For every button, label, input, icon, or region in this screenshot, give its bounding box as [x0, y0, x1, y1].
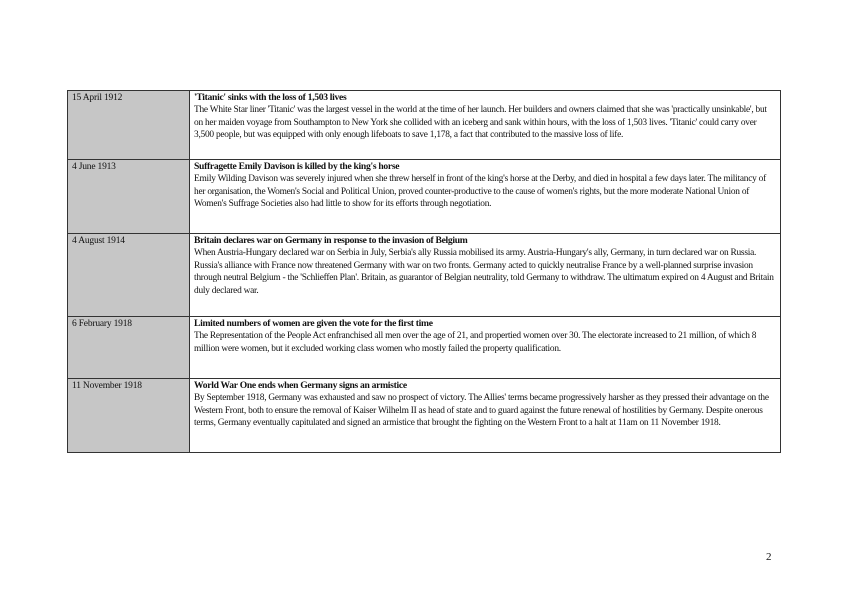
event-body: Emily Wilding Davison was severely injured when she threw herself in front of the king's horse at the Derby, and died in hospital a few days later. The militancy of her organisation, the Women's Social and Political Union, proved counter-productive to the cause of women's rights, but the more moderate National Union of Women's Suffrage Societies also had little to show for its efforts through negotiation. [194, 174, 766, 210]
event-body: When Austria-Hungary declared war on Serbia in July, Serbia's ally Russia mobilised its army. Austria-Hungary's ally, Germany, in turn declared war on Russia. Russia's alliance with France now threatened Germany with war on two fronts. Germany acted to quickly neutralise France by a well-planned surprise invasion through neutral Belgium - the 'Schlieffen Plan'. Britain, as guarantor of Belgian neutrality, told Germany to withdraw. The ultimatum expired on 4 August and Britain duly declared war. [194, 248, 774, 296]
event-entry [190, 379, 781, 453]
event-title: World War One ends when Germany signs an armistice [194, 380, 407, 391]
event-entry [190, 160, 781, 234]
event-title: 'Titanic' sinks with the loss of 1,503 lives [194, 92, 347, 103]
table-row [68, 160, 781, 234]
event-date: 4 August 1914 [68, 234, 190, 317]
event-entry [190, 234, 781, 317]
event-date: 4 June 1913 [68, 160, 190, 234]
event-body: The White Star liner 'Titanic' was the largest vessel in the world at the time of her launch. Her builders and owners claimed that she was 'practically unsinkable', but on her maiden voyage from Southampton to New York she collided with an iceberg and sank within hours, with the loss of 1,503 lives. 'Titanic' could carry over 3,500 people, but was equipped with only enough lifeboats to save 1,178, a fact that contributed to the massive loss of life. [194, 105, 767, 141]
event-date: 15 April 1912 [68, 91, 190, 160]
event-entry [190, 91, 781, 160]
page-number: 2 [766, 551, 772, 563]
table-row [68, 91, 781, 160]
table-row [68, 317, 781, 379]
event-title: Britain declares war on Germany in response to the invasion of Belgium [194, 235, 468, 246]
table-row [68, 234, 781, 317]
event-date: 11 November 1918 [68, 379, 190, 453]
event-body: By September 1918, Germany was exhausted and saw no prospect of victory. The Allies' terms became progressively harsher as they pressed their advantage on the Western Front, both to ensure the removal of Kaiser Wilhelm II as head of state and to guard against the future renewal of hostilities by Germany. Despite onerous terms, Germany eventually capitulated and signed an armistice that brought the fighting on the Western Front to a halt at 11am on 11 November 1918. [194, 393, 769, 429]
event-title: Limited numbers of women are given the vote for the first time [194, 318, 433, 329]
event-date: 6 February 1918 [68, 317, 190, 379]
event-body: The Representation of the People Act enfranchised all men over the age of 21, and propertied women over 30. The electorate increased to 21 million, of which 8 million were women, but it excluded working class women who mostly failed the property qualification. [194, 331, 757, 354]
table-row [68, 379, 781, 453]
timeline-table [67, 90, 781, 453]
event-title: Suffragette Emily Davison is killed by the king's horse [194, 161, 400, 172]
event-entry [190, 317, 781, 379]
